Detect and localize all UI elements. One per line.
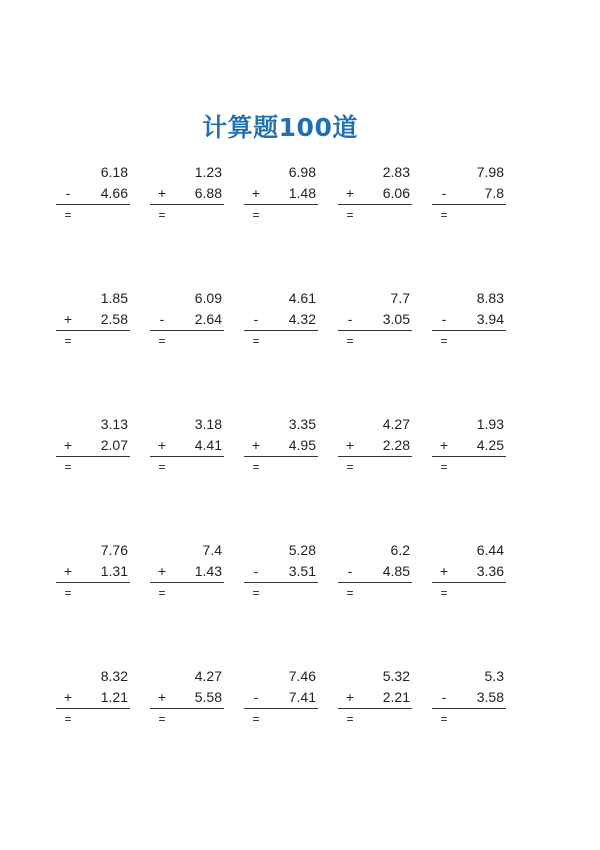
problem-divider-line: [56, 456, 130, 457]
math-problem: [338, 668, 412, 728]
problem-equals-sign: =: [440, 208, 448, 222]
problem-operator: +: [157, 563, 167, 579]
problem-equals-sign: =: [252, 208, 260, 222]
problem-bottom-number: 2.28: [382, 437, 410, 453]
problem-divider-line: [338, 456, 412, 457]
problem-divider-line: [244, 708, 318, 709]
problem-top-number: 6.2: [390, 542, 410, 558]
problem-operator: -: [159, 311, 165, 327]
problem-bottom-number: 2.58: [100, 311, 128, 327]
problem-divider-line: [150, 204, 224, 205]
problem-equals-sign: =: [252, 334, 260, 348]
problem-divider-line: [244, 456, 318, 457]
problem-top-number: 2.83: [382, 164, 410, 180]
problem-equals-sign: =: [346, 460, 354, 474]
problem-bottom-number: 7.41: [288, 689, 316, 705]
problem-divider-line: [56, 330, 130, 331]
math-problem: [244, 416, 318, 476]
problem-operator: +: [345, 437, 355, 453]
math-problem: [150, 668, 224, 728]
problem-operator: -: [347, 563, 353, 579]
problem-divider-line: [338, 708, 412, 709]
problem-operator: +: [157, 185, 167, 201]
problem-bottom-number: 7.8: [484, 185, 504, 201]
math-problem: [56, 542, 130, 602]
math-problem: [150, 164, 224, 224]
problem-operator: -: [253, 689, 259, 705]
math-problem: [56, 416, 130, 476]
problem-top-number: 6.98: [288, 164, 316, 180]
math-problem: [432, 164, 506, 224]
problem-equals-sign: =: [158, 208, 166, 222]
math-problem: [150, 416, 224, 476]
problem-operator: +: [63, 563, 73, 579]
problem-operator: -: [441, 689, 447, 705]
problem-operator: -: [441, 185, 447, 201]
problem-bottom-number: 1.48: [288, 185, 316, 201]
problem-divider-line: [244, 582, 318, 583]
problem-bottom-number: 4.85: [382, 563, 410, 579]
problem-bottom-number: 6.06: [382, 185, 410, 201]
problem-top-number: 7.76: [100, 542, 128, 558]
problem-equals-sign: =: [440, 460, 448, 474]
problem-divider-line: [150, 708, 224, 709]
problem-operator: -: [253, 563, 259, 579]
problem-equals-sign: =: [252, 586, 260, 600]
problem-bottom-number: 4.41: [194, 437, 222, 453]
math-problem: [244, 668, 318, 728]
problem-divider-line: [56, 708, 130, 709]
math-problem: [244, 542, 318, 602]
problem-divider-line: [150, 330, 224, 331]
problem-equals-sign: =: [158, 460, 166, 474]
problem-operator: -: [441, 311, 447, 327]
problem-bottom-number: 3.51: [288, 563, 316, 579]
problem-operator: +: [345, 185, 355, 201]
problem-top-number: 5.3: [484, 668, 504, 684]
problem-equals-sign: =: [346, 586, 354, 600]
math-problem: [244, 290, 318, 350]
problem-bottom-number: 3.05: [382, 311, 410, 327]
problem-bottom-number: 1.31: [100, 563, 128, 579]
problem-top-number: 1.23: [194, 164, 222, 180]
problem-equals-sign: =: [64, 586, 72, 600]
problem-bottom-number: 3.36: [476, 563, 504, 579]
problem-top-number: 6.18: [100, 164, 128, 180]
problem-bottom-number: 1.21: [100, 689, 128, 705]
math-problem: [338, 164, 412, 224]
problem-equals-sign: =: [252, 712, 260, 726]
problem-operator: +: [439, 563, 449, 579]
problem-bottom-number: 2.21: [382, 689, 410, 705]
math-problem: [150, 542, 224, 602]
problem-equals-sign: =: [346, 712, 354, 726]
problem-top-number: 3.18: [194, 416, 222, 432]
problem-divider-line: [338, 582, 412, 583]
problem-divider-line: [244, 204, 318, 205]
problem-operator: -: [347, 311, 353, 327]
problem-divider-line: [338, 204, 412, 205]
math-problem: [150, 290, 224, 350]
problem-bottom-number: 1.43: [194, 563, 222, 579]
problem-top-number: 1.93: [476, 416, 504, 432]
problem-operator: -: [253, 311, 259, 327]
math-problem: [338, 290, 412, 350]
problem-equals-sign: =: [440, 334, 448, 348]
problem-operator: +: [157, 689, 167, 705]
math-problem: [56, 290, 130, 350]
problem-divider-line: [432, 330, 506, 331]
problem-divider-line: [150, 456, 224, 457]
problem-bottom-number: 4.32: [288, 311, 316, 327]
problem-bottom-number: 3.58: [476, 689, 504, 705]
problem-operator: +: [63, 689, 73, 705]
page-title: 计算题100道: [202, 113, 358, 142]
problem-divider-line: [56, 582, 130, 583]
problem-equals-sign: =: [158, 712, 166, 726]
math-problem: [432, 416, 506, 476]
problem-top-number: 8.83: [476, 290, 504, 306]
problem-bottom-number: 4.66: [100, 185, 128, 201]
problem-divider-line: [432, 708, 506, 709]
problem-equals-sign: =: [158, 334, 166, 348]
problem-equals-sign: =: [440, 586, 448, 600]
problem-top-number: 4.27: [194, 668, 222, 684]
problem-top-number: 4.27: [382, 416, 410, 432]
problem-top-number: 5.32: [382, 668, 410, 684]
problem-divider-line: [244, 330, 318, 331]
math-problem: [432, 542, 506, 602]
problem-equals-sign: =: [64, 334, 72, 348]
problem-operator: +: [63, 311, 73, 327]
problem-equals-sign: =: [346, 208, 354, 222]
problem-bottom-number: 4.25: [476, 437, 504, 453]
problem-equals-sign: =: [64, 208, 72, 222]
problem-top-number: 7.46: [288, 668, 316, 684]
problem-operator: -: [65, 185, 71, 201]
problem-bottom-number: 3.94: [476, 311, 504, 327]
problem-operator: +: [63, 437, 73, 453]
problem-divider-line: [338, 330, 412, 331]
problem-bottom-number: 2.07: [100, 437, 128, 453]
problem-top-number: 3.13: [100, 416, 128, 432]
problem-top-number: 3.35: [288, 416, 316, 432]
problem-operator: +: [157, 437, 167, 453]
problem-equals-sign: =: [158, 586, 166, 600]
problem-equals-sign: =: [440, 712, 448, 726]
problem-top-number: 7.4: [202, 542, 222, 558]
problem-bottom-number: 2.64: [194, 311, 222, 327]
problem-operator: +: [251, 437, 261, 453]
math-problem: [338, 542, 412, 602]
problem-top-number: 5.28: [288, 542, 316, 558]
problem-top-number: 7.7: [390, 290, 410, 306]
math-problem: [244, 164, 318, 224]
problem-equals-sign: =: [346, 334, 354, 348]
problem-divider-line: [432, 456, 506, 457]
problem-top-number: 6.09: [194, 290, 222, 306]
problem-top-number: 6.44: [476, 542, 504, 558]
problem-bottom-number: 6.88: [194, 185, 222, 201]
problem-equals-sign: =: [64, 460, 72, 474]
math-problem: [338, 416, 412, 476]
problem-divider-line: [150, 582, 224, 583]
problem-top-number: 4.61: [288, 290, 316, 306]
problem-bottom-number: 4.95: [288, 437, 316, 453]
math-problem: [432, 668, 506, 728]
problem-divider-line: [56, 204, 130, 205]
math-problem: [56, 668, 130, 728]
problem-top-number: 1.85: [100, 290, 128, 306]
problem-equals-sign: =: [64, 712, 72, 726]
problem-top-number: 7.98: [476, 164, 504, 180]
problem-operator: +: [345, 689, 355, 705]
problem-operator: +: [439, 437, 449, 453]
problem-divider-line: [432, 204, 506, 205]
problem-bottom-number: 5.58: [194, 689, 222, 705]
math-problem: [56, 164, 130, 224]
problem-operator: +: [251, 185, 261, 201]
problem-equals-sign: =: [252, 460, 260, 474]
math-problem: [432, 290, 506, 350]
problem-top-number: 8.32: [100, 668, 128, 684]
problem-divider-line: [432, 582, 506, 583]
